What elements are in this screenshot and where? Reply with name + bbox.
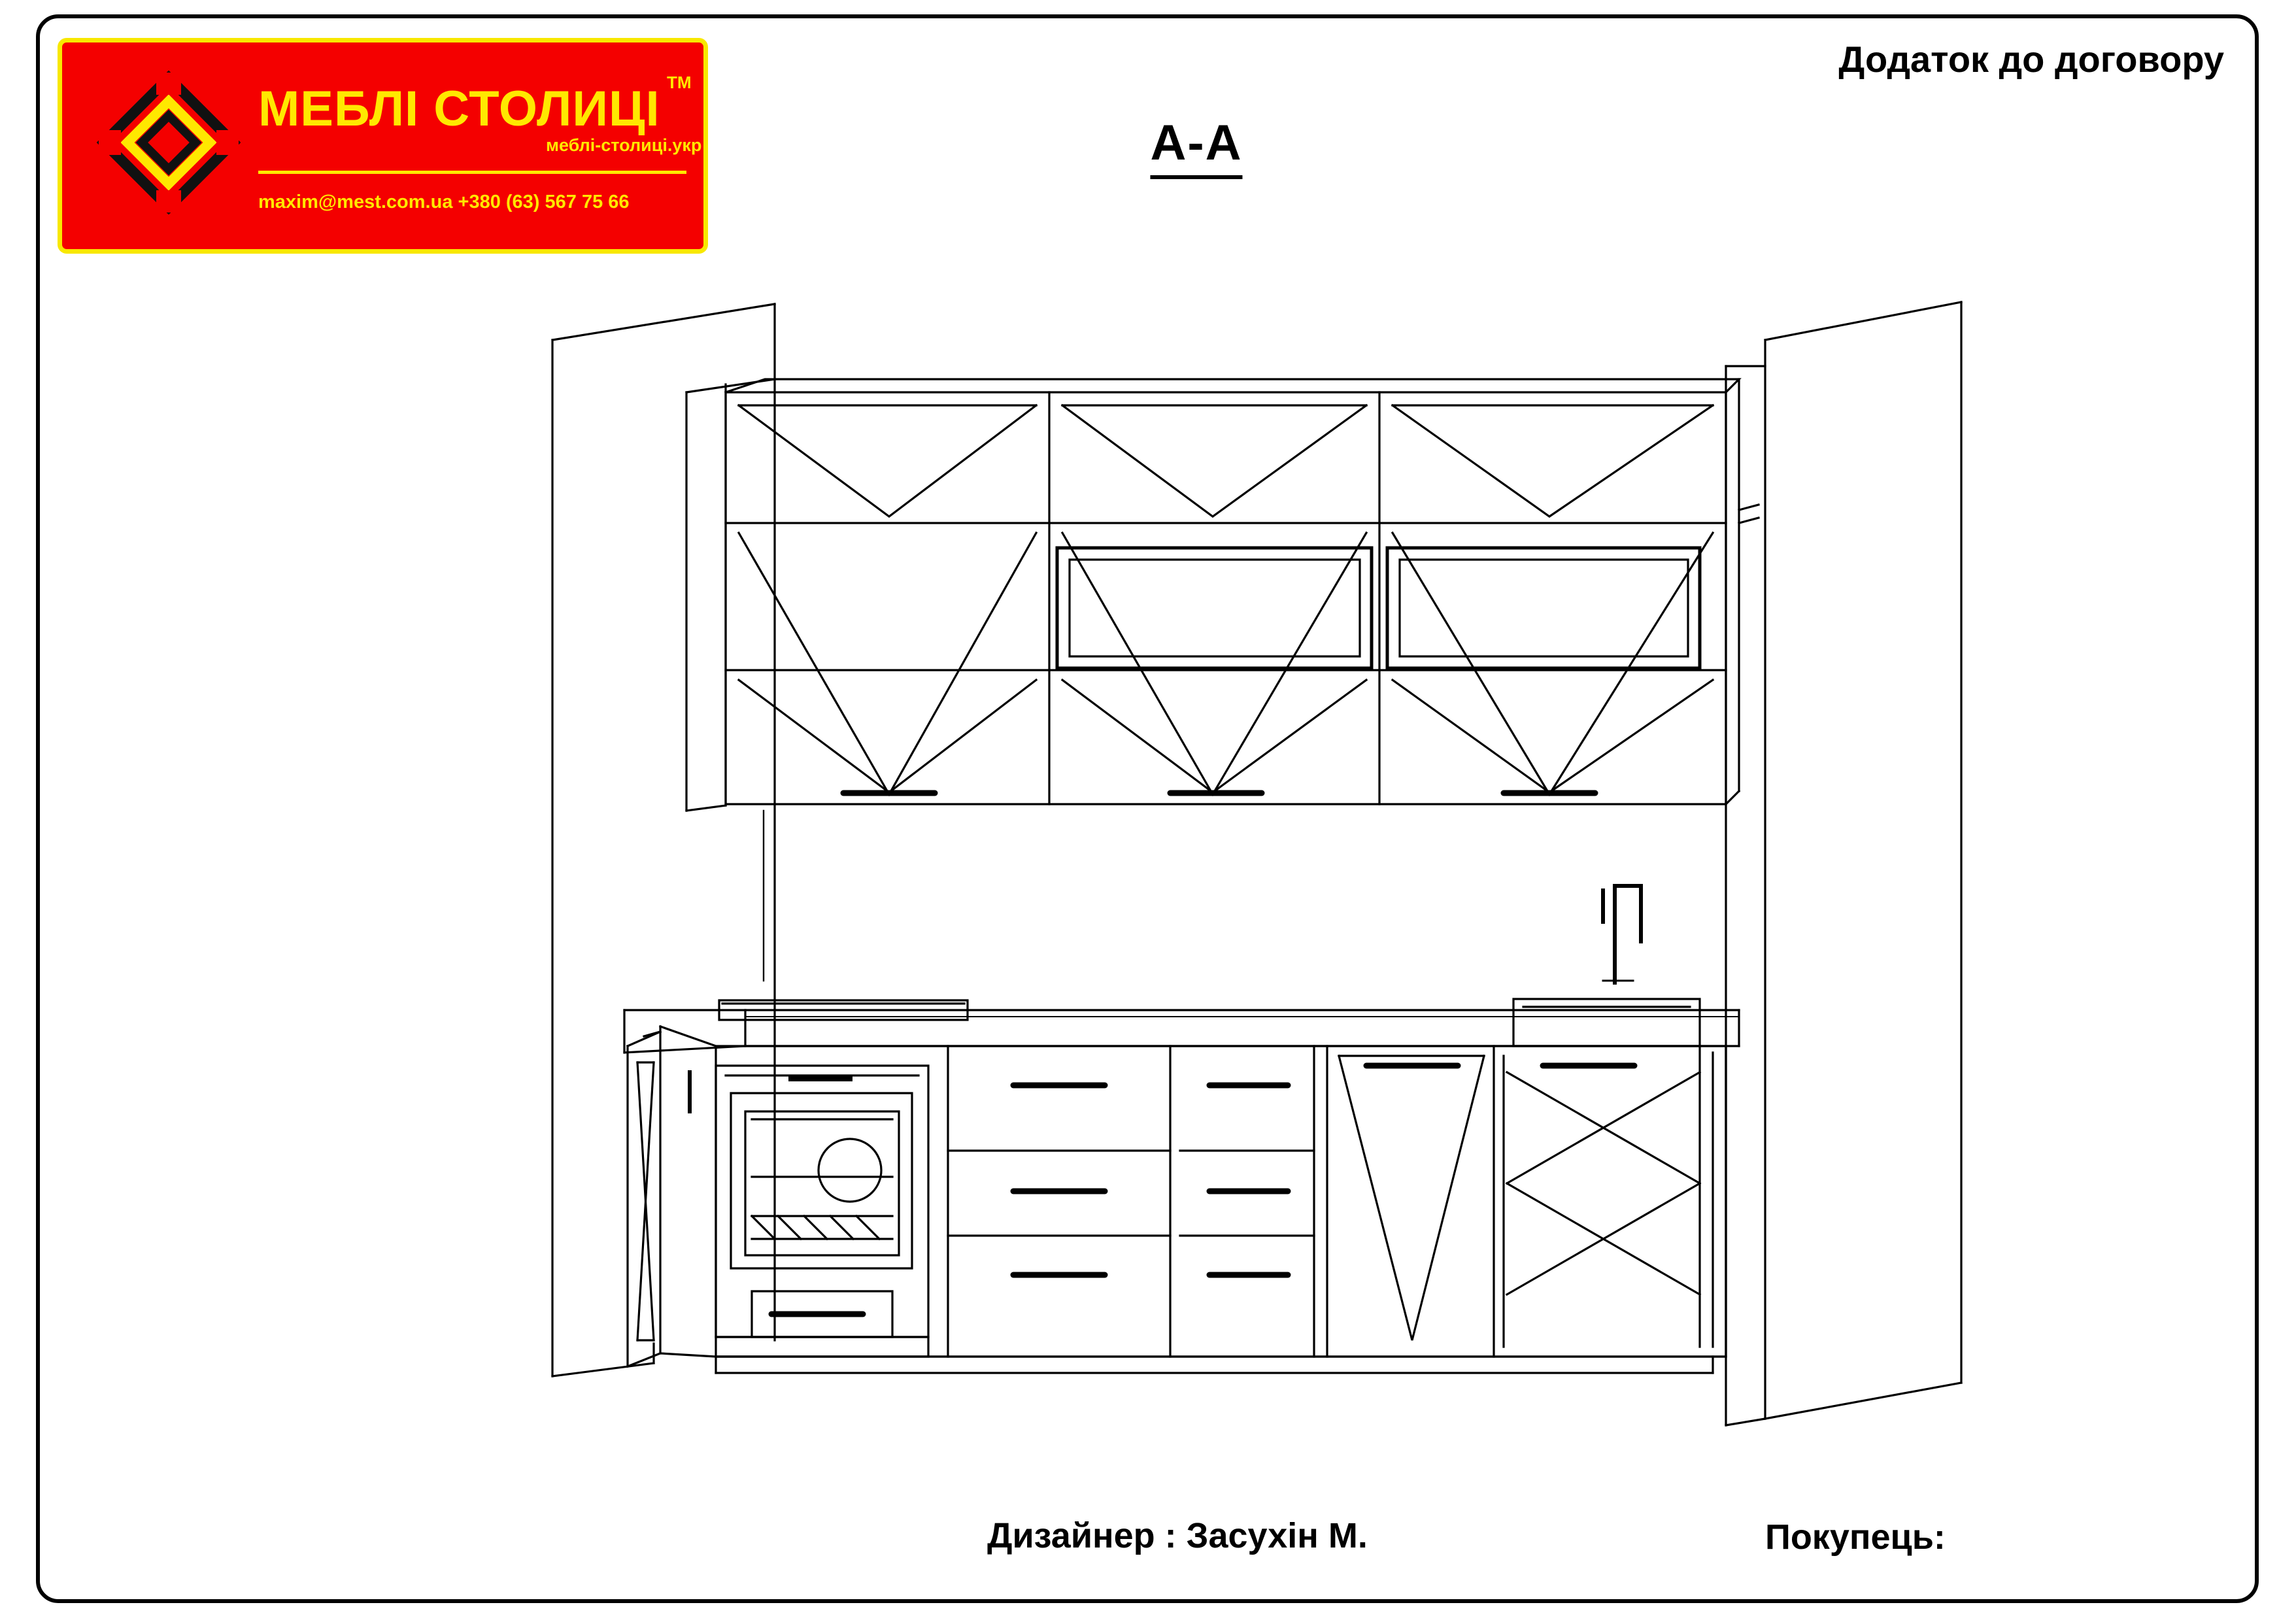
logo-contacts-text: maxim@mest.com.ua +380 (63) 567 75 66: [258, 192, 630, 212]
diamond-logo-icon: [93, 67, 244, 218]
logo-divider: [258, 171, 686, 174]
logo-brand-text: МЕБЛІ СТОЛИЦІ: [258, 81, 660, 137]
logo-site-text: меблі-столиці.укр: [546, 135, 702, 155]
document-title: Додаток до договору: [1838, 39, 2224, 80]
designer-label: Дизайнер : Засухін М.: [987, 1516, 1368, 1555]
logo-tm-text: TM: [667, 73, 692, 92]
company-logo: [58, 38, 708, 254]
buyer-label: Покупець:: [1765, 1517, 1946, 1557]
section-title: A-A: [1150, 114, 1242, 179]
